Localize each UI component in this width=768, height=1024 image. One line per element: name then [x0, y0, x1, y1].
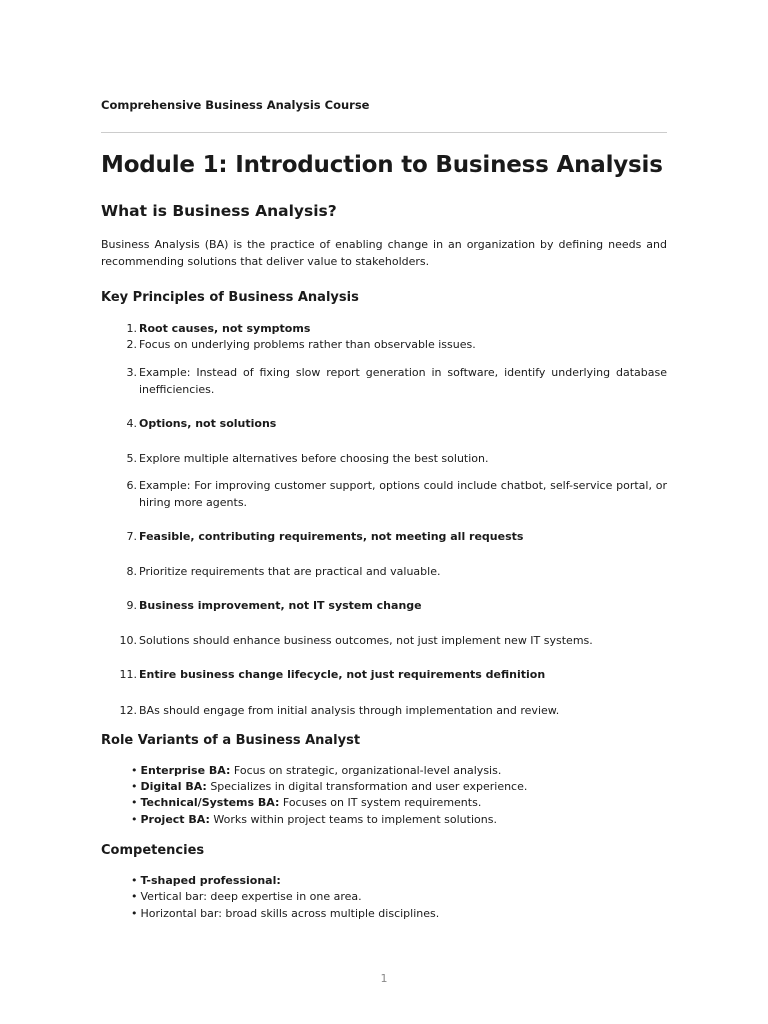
bullet-icon: • — [131, 813, 138, 826]
role-text: Specializes in digital transformation and user experience. — [206, 780, 528, 793]
role-list-item — [131, 763, 667, 780]
role-label: Digital BA: — [140, 780, 207, 793]
role-list-item — [131, 795, 667, 812]
competency-list-item — [131, 873, 667, 890]
principle-item — [101, 633, 667, 650]
bullet-icon: • — [131, 764, 138, 777]
role-text: Works within project teams to implement solutions. — [209, 813, 497, 826]
section-title-what-is-ba: What is Business Analysis? — [101, 202, 337, 220]
list-number: 5. — [126, 452, 137, 465]
module-title: Module 1: Introduction to Business Analysis — [101, 152, 663, 178]
section-title-competencies: Competencies — [101, 843, 205, 858]
principle-item — [101, 365, 667, 398]
bullet-icon: • — [131, 796, 138, 809]
list-text: Focus on underlying problems rather than observable issues. — [139, 338, 476, 351]
header-divider — [101, 132, 667, 133]
intro-paragraph: Business Analysis (BA) is the practice of enabling change in an organization by defining needs and recommending solutions that deliver value to stakeholders. — [101, 238, 667, 268]
page-number: 1 — [380, 972, 388, 985]
list-number: 2. — [126, 338, 137, 351]
list-text: Explore multiple alternatives before choosing the best solution. — [139, 452, 489, 465]
role-text: Focus on strategic, organizational-level analysis. — [230, 764, 502, 777]
list-number: 4. — [126, 417, 137, 430]
principle-item — [101, 478, 667, 511]
list-text: Example: Instead of fixing slow report generation in software, identify underlying database inefficiencies. — [139, 366, 667, 396]
competency-text: Vertical bar: deep expertise in one area. — [140, 890, 362, 903]
competency-text: T-shaped professional: — [140, 874, 281, 887]
role-list-item — [131, 779, 667, 796]
list-number: 9. — [126, 599, 137, 612]
list-text: Solutions should enhance business outcomes, not just implement new IT systems. — [139, 634, 593, 647]
list-text: Feasible, contributing requirements, not meeting all requests — [139, 530, 524, 543]
bullet-icon: • — [131, 890, 138, 903]
list-text: Example: For improving customer support, options could include chatbot, self-service portal, or hiring more agents. — [139, 479, 667, 509]
list-text: Prioritize requirements that are practical and valuable. — [139, 565, 441, 578]
list-text: Entire business change lifecycle, not just requirements definition — [139, 668, 546, 681]
principle-item — [101, 529, 667, 546]
list-text: Root causes, not symptoms — [139, 322, 311, 335]
bullet-icon: • — [131, 780, 138, 793]
principle-item — [101, 564, 667, 581]
list-number: 7. — [126, 530, 137, 543]
course-header-title: Comprehensive Business Analysis Course — [101, 98, 370, 112]
list-number: 12. — [119, 704, 137, 717]
role-list-item — [131, 812, 667, 829]
bullet-icon: • — [131, 874, 138, 887]
bullet-icon: • — [131, 907, 138, 920]
principle-item — [101, 451, 667, 468]
competency-list-item — [131, 906, 667, 923]
competency-text: Horizontal bar: broad skills across multiple disciplines. — [140, 907, 440, 920]
list-text: Business improvement, not IT system change — [139, 599, 422, 612]
role-label: Project BA: — [140, 813, 210, 826]
principle-item — [101, 321, 667, 338]
principle-item — [101, 703, 667, 720]
role-label: Enterprise BA: — [140, 764, 231, 777]
list-number: 10. — [119, 634, 137, 647]
list-text: BAs should engage from initial analysis through implementation and review. — [139, 704, 560, 717]
list-number: 3. — [126, 366, 137, 379]
principle-item — [101, 598, 667, 615]
list-number: 1. — [126, 322, 137, 335]
principle-item — [101, 667, 667, 684]
list-text: Options, not solutions — [139, 417, 277, 430]
list-number: 8. — [126, 565, 137, 578]
section-title-role-variants: Role Variants of a Business Analyst — [101, 733, 361, 748]
principle-item — [101, 416, 667, 433]
section-title-key-principles: Key Principles of Business Analysis — [101, 290, 359, 305]
competency-list-item — [131, 889, 667, 906]
principle-item — [101, 337, 667, 354]
role-label: Technical/Systems BA: — [140, 796, 280, 809]
list-number: 11. — [119, 668, 137, 681]
role-text: Focuses on IT system requirements. — [279, 796, 482, 809]
list-number: 6. — [126, 479, 137, 492]
